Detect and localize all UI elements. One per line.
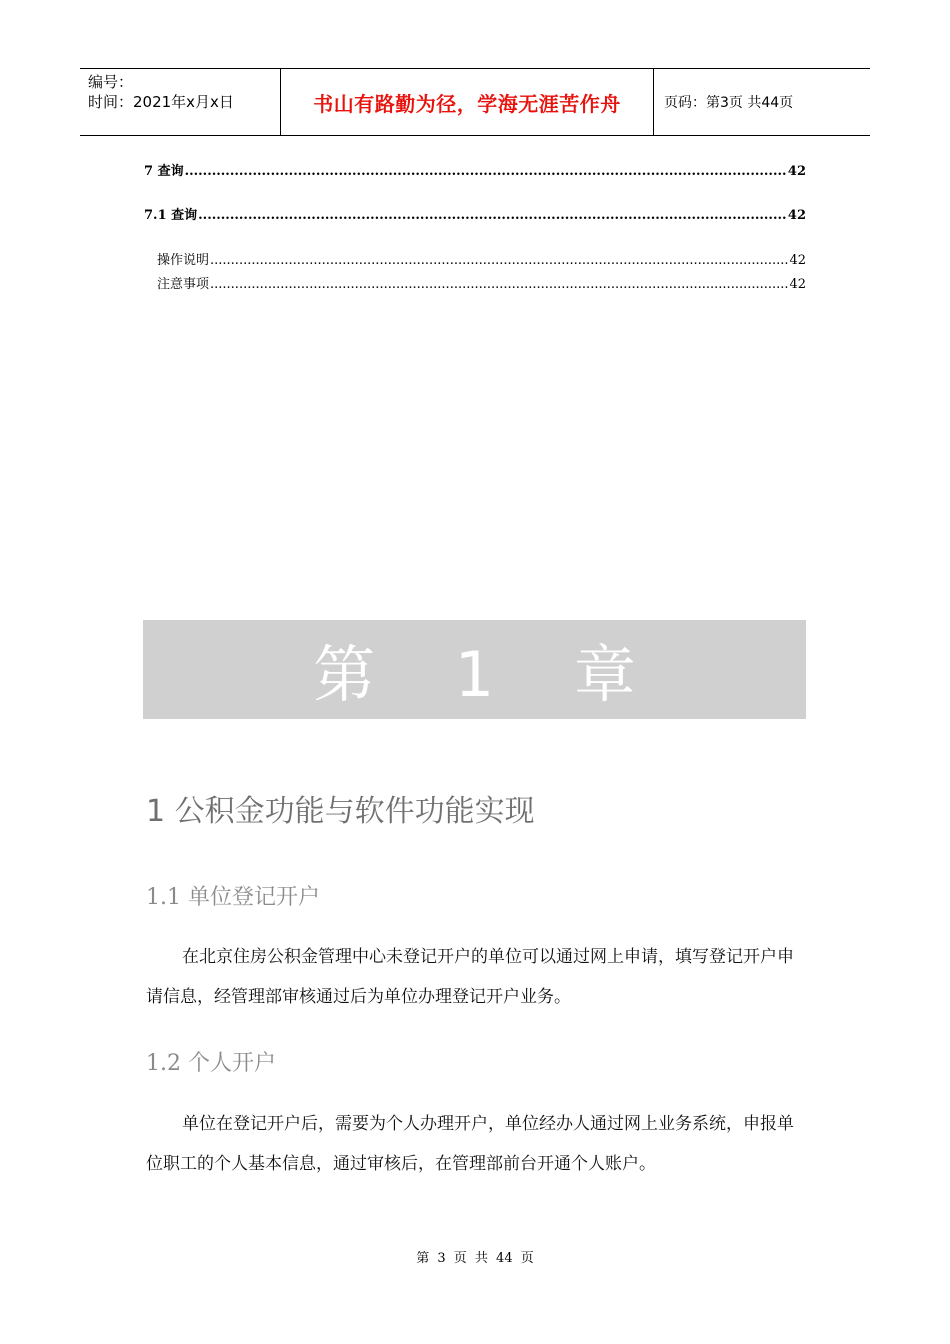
chapter-banner-text: 第 1 章 bbox=[313, 638, 666, 711]
toc-leader bbox=[198, 208, 787, 223]
date-label: 时间：2021年x月x日 bbox=[88, 93, 234, 111]
paragraph: 单位在登记开户后，需要为个人办理开户，单位经办人通过网上业务系统，申报单位职工的个人基本信息，通过审核后，在管理部前台开通个人账户。 bbox=[146, 1114, 794, 1174]
toc-entry-page: 42 bbox=[789, 277, 806, 292]
page-footer: 第 3 页 共 44 页 bbox=[416, 1251, 534, 1266]
chapter-banner bbox=[143, 620, 806, 719]
doc-number-label: 编号： bbox=[88, 73, 134, 91]
toc-leader bbox=[210, 277, 788, 292]
toc-entry-page: 42 bbox=[787, 208, 806, 223]
header-meta bbox=[80, 69, 281, 135]
toc-leader bbox=[210, 253, 788, 268]
toc-entry-label: 7.1 查询 bbox=[144, 208, 198, 223]
toc-entry[interactable] bbox=[144, 204, 806, 223]
header-motto: 书山有路勤为径，学海无涯苦作舟 bbox=[281, 69, 654, 135]
toc-entry[interactable] bbox=[157, 273, 806, 292]
section-title: 1 公积金功能与软件功能实现 bbox=[146, 794, 535, 829]
toc-entry-page: 42 bbox=[789, 253, 806, 268]
toc-entry[interactable] bbox=[157, 249, 806, 268]
toc-entry-label: 注意事项 bbox=[157, 277, 210, 292]
toc-entry[interactable] bbox=[144, 160, 806, 179]
subsection-title: 1.1 单位登记开户 bbox=[146, 885, 320, 910]
header-page-info: 页码：第3页 共44页 bbox=[664, 95, 794, 111]
toc-leader bbox=[185, 164, 787, 179]
page-header bbox=[80, 68, 870, 136]
paragraph: 在北京住房公积金管理中心未登记开户的单位可以通过网上申请，填写登记开户申请信息，经管理部审核通过后为单位办理登记开户业务。 bbox=[146, 947, 794, 1007]
toc-entry-label: 7 查询 bbox=[144, 164, 184, 179]
subsection-title: 1.2 个人开户 bbox=[146, 1051, 276, 1076]
toc-entry-label: 操作说明 bbox=[157, 253, 210, 268]
toc-entry-page: 42 bbox=[787, 164, 806, 179]
